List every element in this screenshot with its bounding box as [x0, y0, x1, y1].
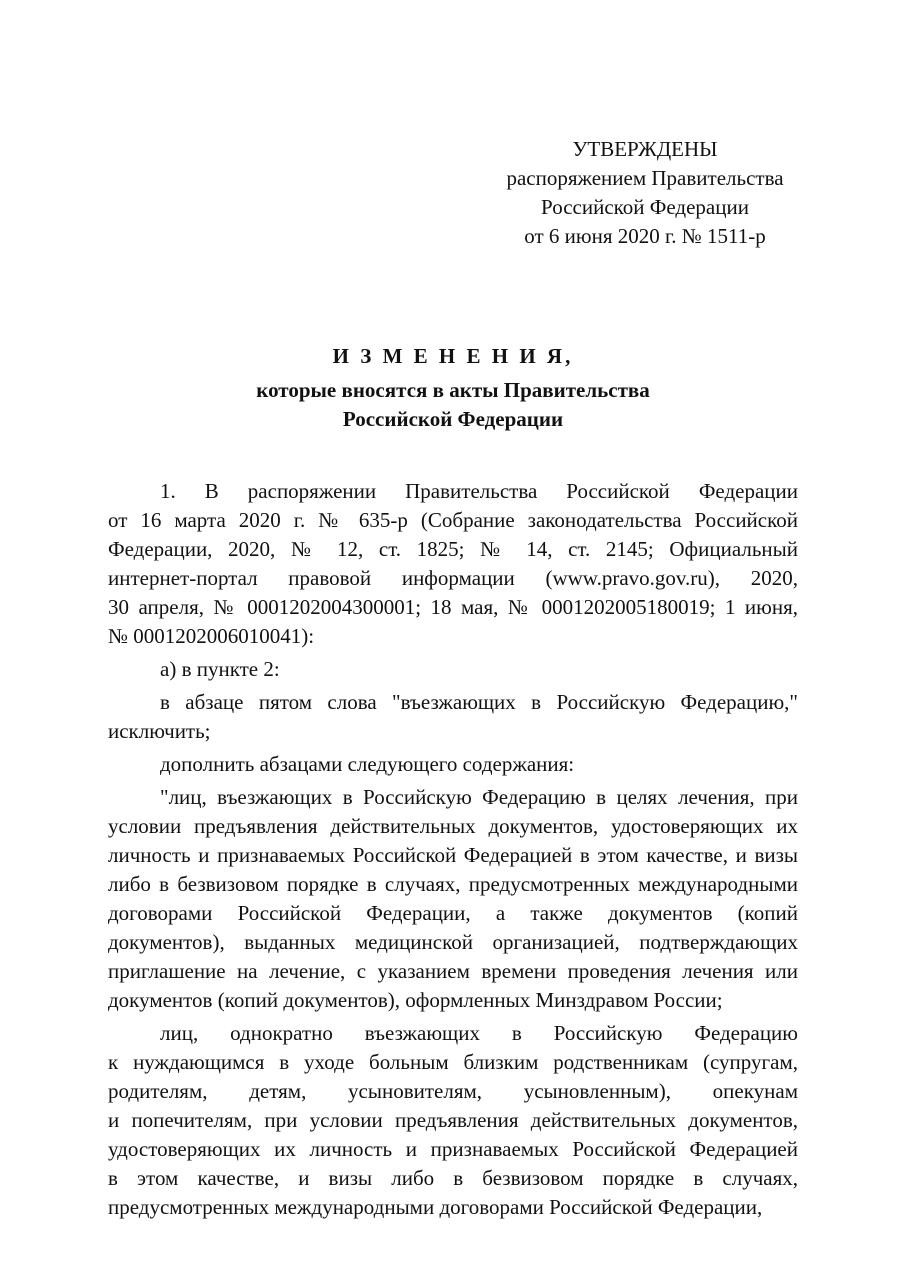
text-line: в абзаце пятом слова "въезжающих в Российскую Федерацию,"	[160, 690, 798, 714]
approval-line-2: Российской Федерации	[541, 195, 749, 219]
paragraph-exclusion	[108, 688, 798, 746]
text-line: либо в безвизовом порядке в случаях, предусмотренных международными	[108, 872, 798, 896]
text-line: № 0001202006010041):	[108, 624, 315, 648]
title-subtitle-line-1: которые вносятся в акты Правительства	[256, 378, 650, 402]
paragraph-quote-treatment	[108, 783, 798, 1015]
text-line: удостоверяющих их личность и признаваемых Российской Федерацией	[108, 1137, 798, 1161]
text-line: лиц, однократно въезжающих в Российскую Федерацию	[160, 1021, 798, 1045]
approval-line-1: распоряжением Правительства	[506, 166, 784, 190]
text-line: личность и признаваемых Российской Федерацией в этом качестве, и визы	[108, 843, 798, 867]
text-line: 30 апреля, № 0001202004300001; 18 мая, № 0001202005180019; 1 июня,	[108, 595, 798, 619]
text-line: 1. В распоряжении Правительства Российской Федерации	[160, 479, 798, 503]
document-title	[108, 342, 798, 434]
text-line: предусмотренных международными договорами Российской Федерации,	[108, 1195, 763, 1219]
text-line: Федерации, 2020, № 12, ст. 1825; № 14, ст. 2145; Официальный	[108, 537, 798, 561]
text-line: родителям, детям, усыновителям, усыновленным), опекунам	[108, 1079, 798, 1103]
text-line: а) в пункте 2:	[160, 657, 280, 681]
text-line: приглашение на лечение, с указанием времени проведения лечения или	[108, 959, 798, 983]
text-line: от 16 марта 2020 г. № 635-р (Собрание законодательства Российской	[108, 508, 798, 532]
text-line: к нуждающимся в уходе больным близким родственникам (супругам,	[108, 1050, 798, 1074]
text-line: в этом качестве, и визы либо в безвизовом порядке в случаях,	[108, 1166, 798, 1190]
title-heading: И З М Е Н Е Н И Я,	[332, 344, 574, 368]
document-body	[108, 477, 798, 1222]
approval-line-3: от 6 июня 2020 г. № 1511-р	[524, 224, 766, 248]
paragraph-addition-intro	[108, 750, 798, 779]
paragraph-quote-relatives	[108, 1019, 798, 1222]
text-line: документов (копий документов), оформленных Минздравом России;	[108, 988, 723, 1012]
text-line: договорами Российской Федерации, а также документов (копий	[108, 901, 798, 925]
approval-stamp	[490, 135, 800, 251]
text-line: исключить;	[108, 719, 211, 743]
paragraph-1	[108, 477, 798, 651]
approval-status: УТВЕРЖДЕНЫ	[572, 137, 718, 161]
text-line: условии предъявления действительных документов, удостоверяющих их	[108, 814, 798, 838]
text-line: "лиц, въезжающих в Российскую Федерацию в целях лечения, при	[160, 785, 798, 809]
text-line: дополнить абзацами следующего содержания:	[160, 752, 575, 776]
text-line: документов), выданных медицинской организацией, подтверждающих	[108, 930, 798, 954]
text-line: интернет-портал правовой информации (www.pravo.gov.ru), 2020,	[108, 566, 798, 590]
text-line: и попечителям, при условии предъявления действительных документов,	[108, 1108, 798, 1132]
paragraph-item-a	[108, 655, 798, 684]
title-subtitle-line-2: Российской Федерации	[342, 407, 564, 431]
